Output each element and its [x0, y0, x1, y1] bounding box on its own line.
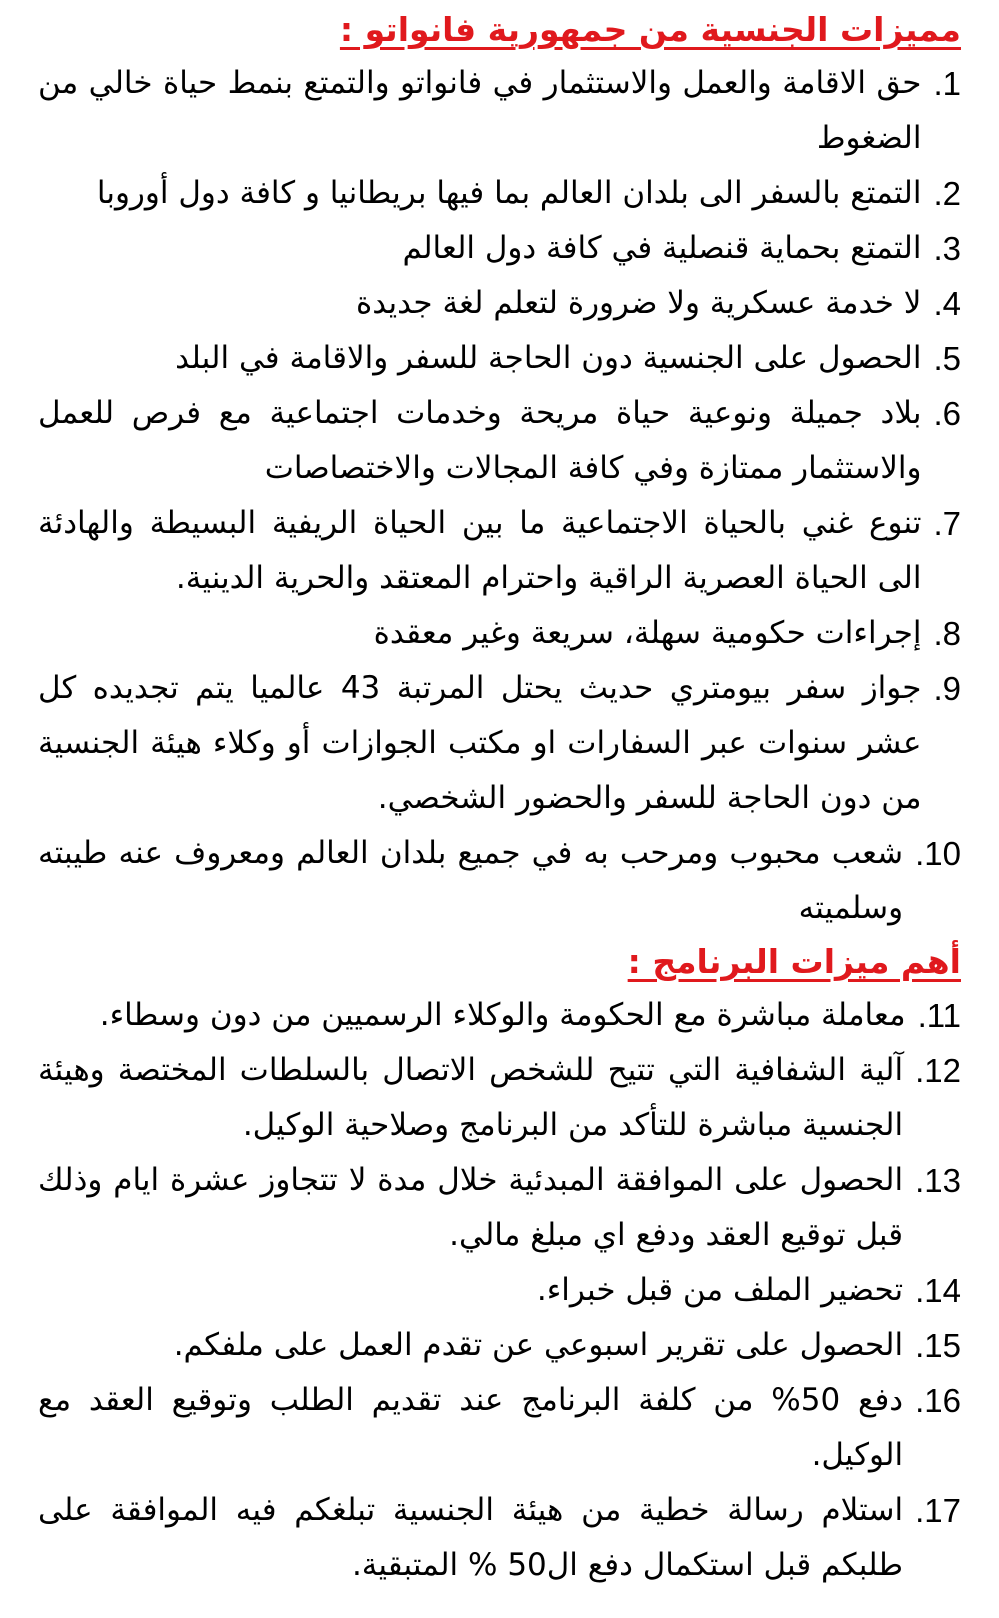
item-number: 16. [915, 1382, 961, 1419]
citizenship-benefits-list [38, 56, 961, 936]
item-text: استلام رسالة خطية من هيئة الجنسية تبلغكم فيه الموافقة على طلبكم قبل استكمال دفع ال50 % المتبقية. [38, 1492, 904, 1583]
item-text: الحصول على الجنسية دون الحاجة للسفر والاقامة في البلد [175, 340, 922, 376]
item-number: 10. [915, 835, 961, 872]
list-item [38, 1373, 961, 1483]
item-text: التمتع بحماية قنصلية في كافة دول العالم [402, 230, 922, 266]
item-text: الحصول على الموافقة المبدئية خلال مدة لا تتجاوز عشرة ايام وذلك قبل توقيع العقد ودفع اي مبلغ مالي. [38, 1162, 904, 1253]
item-number: 17. [915, 1492, 961, 1529]
item-number: 2. [933, 175, 961, 212]
item-number: 11. [917, 997, 961, 1034]
list-item [38, 1483, 961, 1593]
list-item [38, 1043, 961, 1153]
list-item [38, 331, 961, 386]
item-number: 13. [915, 1162, 961, 1199]
section-heading-citizenship-benefits: مميزات الجنسية من جمهورية فانواتو : [339, 10, 961, 49]
item-number: 7. [933, 505, 961, 542]
item-number: 15. [915, 1327, 961, 1364]
item-text: دفع 50% من كلفة البرنامج عند تقديم الطلب وتوقيع العقد مع الوكيل. [38, 1382, 904, 1473]
list-item [38, 826, 961, 936]
item-text: تنوع غني بالحياة الاجتماعية ما بين الحياة الريفية البسيطة والهادئة الى الحياة العصرية الراقية واحترام المعتقد والحرية الدينية. [38, 505, 922, 596]
item-text: تحضير الملف من قبل خبراء. [536, 1272, 904, 1308]
item-number: 6. [933, 395, 961, 432]
item-number: 3. [933, 230, 961, 267]
list-item [38, 606, 961, 661]
list-item [38, 276, 961, 331]
item-number: 9. [933, 670, 961, 707]
list-item [38, 661, 961, 826]
item-text: جواز سفر بيومتري حديث يحتل المرتبة 43 عالميا يتم تجديده كل عشر سنوات عبر السفارات او مكتب الجوازات أو وكلاء هيئة الجنسية من دون الحاجة للسفر والحضور الشخصي. [38, 670, 922, 816]
item-text: معاملة مباشرة مع الحكومة والوكلاء الرسميين من دون وسطاء. [99, 997, 906, 1033]
item-number: 4. [933, 285, 961, 322]
item-text: لا خدمة عسكرية ولا ضرورة لتعلم لغة جديدة [356, 285, 922, 321]
list-item [38, 1263, 961, 1318]
item-text: التمتع بالسفر الى بلدان العالم بما فيها بريطانيا و كافة دول أوروبا [96, 175, 922, 211]
item-number: 14. [915, 1272, 961, 1309]
item-number: 5. [933, 340, 961, 377]
list-item [38, 386, 961, 496]
program-features-list [38, 988, 961, 1593]
list-item [38, 166, 961, 221]
item-text: حق الاقامة والعمل والاستثمار في فانواتو والتمتع بنمط حياة خالي من الضغوط [38, 65, 922, 156]
list-item [38, 1153, 961, 1263]
item-number: 1. [933, 65, 961, 102]
item-text: إجراءات حكومية سهلة، سريعة وغير معقدة [373, 615, 922, 651]
item-text: بلاد جميلة ونوعية حياة مريحة وخدمات اجتماعية مع فرص للعمل والاستثمار ممتازة وفي كافة المجالات والاختصاصات [38, 395, 922, 486]
item-text: الحصول على تقرير اسبوعي عن تقدم العمل على ملفكم. [173, 1327, 904, 1363]
item-text: شعب محبوب ومرحب به في جميع بلدان العالم ومعروف عنه طيبته وسلميته [38, 835, 904, 926]
item-number: 12. [915, 1052, 961, 1089]
item-number: 8. [933, 615, 961, 652]
list-item [38, 56, 961, 166]
list-item [38, 988, 961, 1043]
item-text: آلية الشفافية التي تتيح للشخص الاتصال بالسلطات المختصة وهيئة الجنسية مباشرة للتأكد من البرنامج وصلاحية الوكيل. [38, 1052, 904, 1143]
list-item [38, 1318, 961, 1373]
list-item [38, 496, 961, 606]
list-item [38, 221, 961, 276]
section-heading-program-features: أهم ميزات البرنامج : [627, 942, 961, 981]
